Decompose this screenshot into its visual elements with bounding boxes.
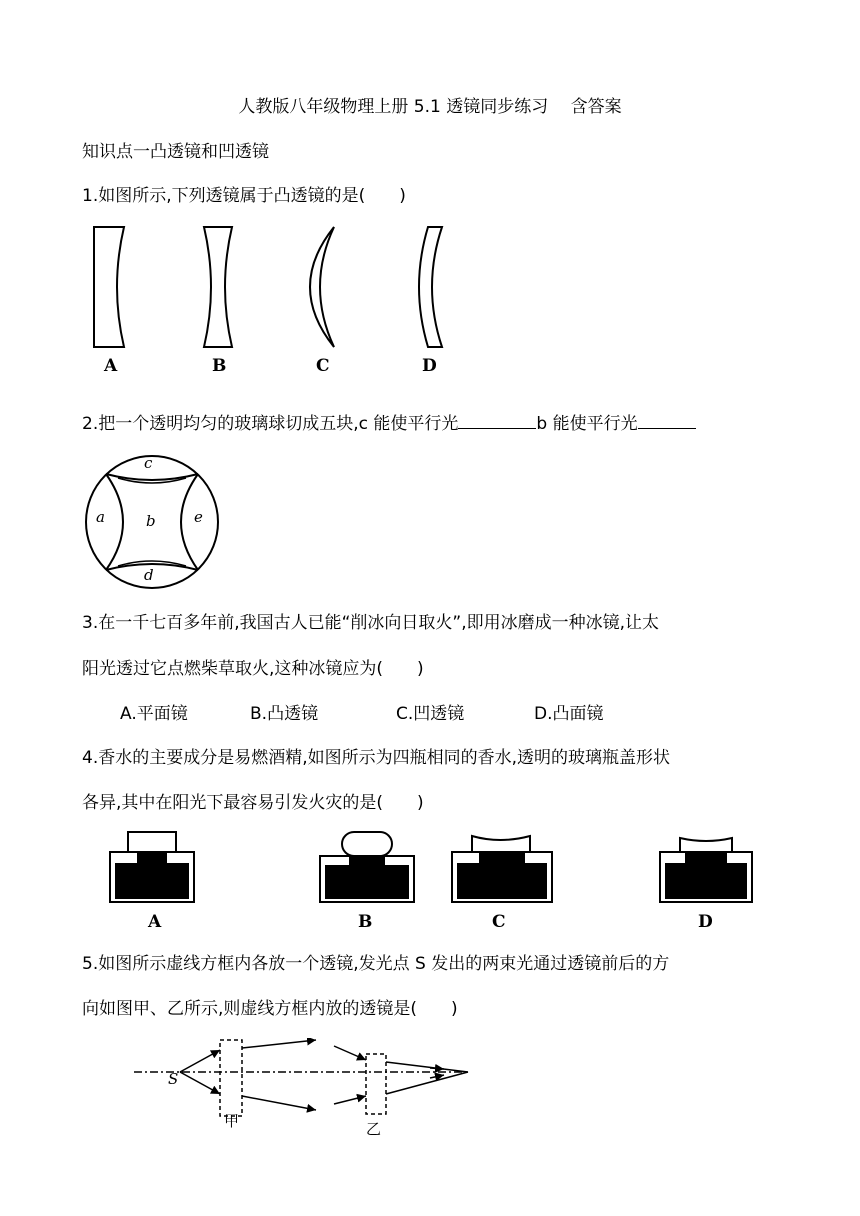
q2-blank-b <box>638 410 696 429</box>
question-5-line-2: 向如图甲、乙所示,则虚线方框内放的透镜是( ) <box>82 999 458 1019</box>
document-title: 人教版八年级物理上册 5.1 透镜同步练习 含答案 <box>238 97 622 117</box>
q2-label-a: a <box>96 508 105 526</box>
q1-label-b: B <box>212 356 227 376</box>
lens-a-shape <box>94 227 124 347</box>
q3-option-b: B.凸透镜 <box>250 704 319 724</box>
q2-label-d: d <box>144 566 154 584</box>
q1-label-d: D <box>422 356 437 376</box>
q2-text-part-2: b 能使平行光 <box>536 414 638 434</box>
q3-option-d: D.凸面镜 <box>534 704 604 724</box>
q5-lens-ray-figure <box>134 1038 474 1138</box>
q2-label-c: c <box>144 454 153 472</box>
q5-label-jia: 甲 <box>224 1112 240 1130</box>
q4-perfume-figure <box>100 830 760 932</box>
q5-label-s: S <box>168 1070 179 1088</box>
q4-label-a: A <box>148 912 162 932</box>
question-3-line-1: 3.在一千七百多年前,我国古人已能“削冰向日取火”,即用冰磨成一种冰镜,让太 <box>82 613 660 633</box>
q1-label-a: A <box>104 356 118 376</box>
lens-d-shape <box>419 227 442 347</box>
question-1-text: 1.如图所示,下列透镜属于凸透镜的是( ) <box>82 186 406 206</box>
question-3-options <box>120 702 604 726</box>
q2-label-b: b <box>146 512 156 530</box>
q3-option-a: A.平面镜 <box>120 704 188 724</box>
q2-text-part-1: 2.把一个透明均匀的玻璃球切成五块,c 能使平行光 <box>82 414 459 434</box>
lens-b-shape <box>204 227 232 347</box>
q4-label-d: D <box>698 912 713 932</box>
q4-label-b: B <box>358 912 373 932</box>
q3-option-c: C.凹透镜 <box>396 704 465 724</box>
q2-label-e: e <box>194 508 203 526</box>
q2-glass-ball-figure <box>84 452 224 592</box>
lens-c-shape <box>310 227 334 347</box>
q4-label-c: C <box>492 912 506 932</box>
question-4-line-2: 各异,其中在阳光下最容易引发火灾的是( ) <box>82 793 424 813</box>
section-heading: 知识点一凸透镜和凹透镜 <box>82 142 269 162</box>
question-5-line-1: 5.如图所示虚线方框内各放一个透镜,发光点 S 发出的两束光通过透镜前后的方 <box>82 954 670 974</box>
question-2-text <box>82 410 696 436</box>
q2-blank-c <box>458 410 536 429</box>
q5-label-yi: 乙 <box>366 1120 382 1138</box>
q1-lens-figure <box>82 222 482 382</box>
q1-label-c: C <box>316 356 330 376</box>
question-4-line-1: 4.香水的主要成分是易燃酒精,如图所示为四瓶相同的香水,透明的玻璃瓶盖形状 <box>82 748 671 768</box>
question-3-line-2: 阳光透过它点燃柴草取火,这种冰镜应为( ) <box>82 659 424 679</box>
